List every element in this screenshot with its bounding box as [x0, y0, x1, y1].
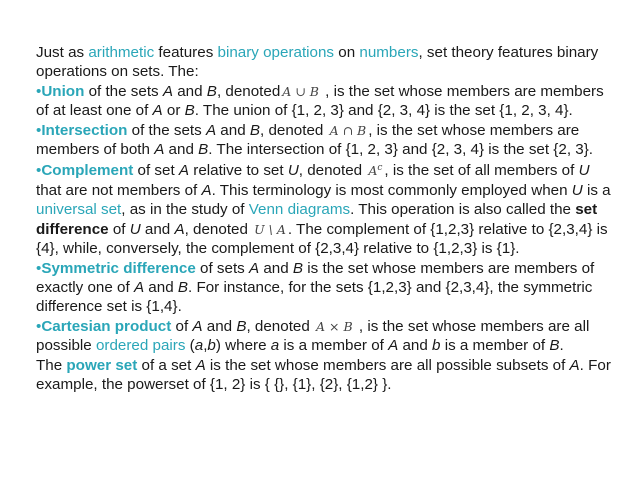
cartesian-formula: A × B [316, 318, 353, 334]
universal-set-link[interactable]: universal set [36, 201, 122, 219]
binary-operations-link[interactable]: binary operations [217, 44, 335, 61]
slide-content [36, 43, 618, 394]
union-formula: A ∪ B [282, 83, 319, 99]
powerset-paragraph: The power set of a set A is the set whose members are all possible subsets of A. For example, the powerset of {1, 2} is { {}, {1}, {2}, {1,2} }. [36, 356, 611, 394]
intersection-formula: A ∩ B [329, 122, 367, 138]
intersection-term: Intersection [41, 121, 128, 139]
ordered-pairs-link[interactable]: ordered pairs [95, 337, 186, 355]
bullet-icon: • [36, 162, 42, 180]
union-paragraph: •Union of the sets A and B, denoted A ∪ B , is the set whose members are members of at least one of A or B. The union of {1, 2, 3} and {2, 3, 4} is the set {1, 2, 3, 4}. [36, 82, 604, 120]
intro-paragraph: Just as arithmetic features binary operations on numbers, set theory features binary operations on sets. The: [36, 44, 599, 81]
complement-term: Complement [41, 162, 134, 180]
symmetric-paragraph: •Symmetric difference of sets A and B is the set whose members are members of exactly one of A and B. For instance, for the sets {1,2,3} and {2,3,4}, the symmetric difference set is {1,4}. [36, 259, 595, 316]
cartesian-paragraph: •Cartesian product of A and B, denoted A × B , is the set whose members are all possible ordered pairs (a,b) where a is a member of A and b is a member of B. [36, 317, 590, 355]
bullet-icon: • [36, 259, 42, 277]
arithmetic-link[interactable]: arithmetic [88, 44, 155, 61]
bullet-icon: • [36, 82, 42, 100]
set-difference-formula: U \ A [254, 221, 286, 237]
symmetric-difference-term: Symmetric difference [41, 259, 196, 277]
complement-paragraph: •Complement of set A relative to set U, denoted $A^c$ , is the set of all members of U that are not members of A. This terminology is most commonly employed when U is a universal set, as in the study of Venn diagrams. This operation is also called the set difference of U and A, denoted U \ A . The complement of {1,2,3} relative to {2,3,4} is {4}, while, conversely, the complement of {2,3,4} relative to {1,2,3} is {1}. [36, 159, 618, 258]
power-set-term: power set [66, 356, 138, 374]
bullet-icon: • [36, 317, 42, 335]
intersection-paragraph: •Intersection of the sets A and B, denoted A ∩ B , is the set whose members are members of both A and B. The intersection of {1, 2, 3} and {2, 3, 4} is the set {2, 3}. [36, 121, 593, 159]
bullet-icon: • [36, 121, 42, 139]
numbers-link[interactable]: numbers [359, 44, 419, 61]
set-difference-term: set difference [36, 201, 598, 238]
venn-diagrams-link[interactable]: Venn diagrams [248, 201, 351, 219]
union-term: Union [41, 82, 85, 100]
complement-formula: $A^c$ [368, 163, 383, 179]
cartesian-product-term: Cartesian product [41, 317, 172, 335]
